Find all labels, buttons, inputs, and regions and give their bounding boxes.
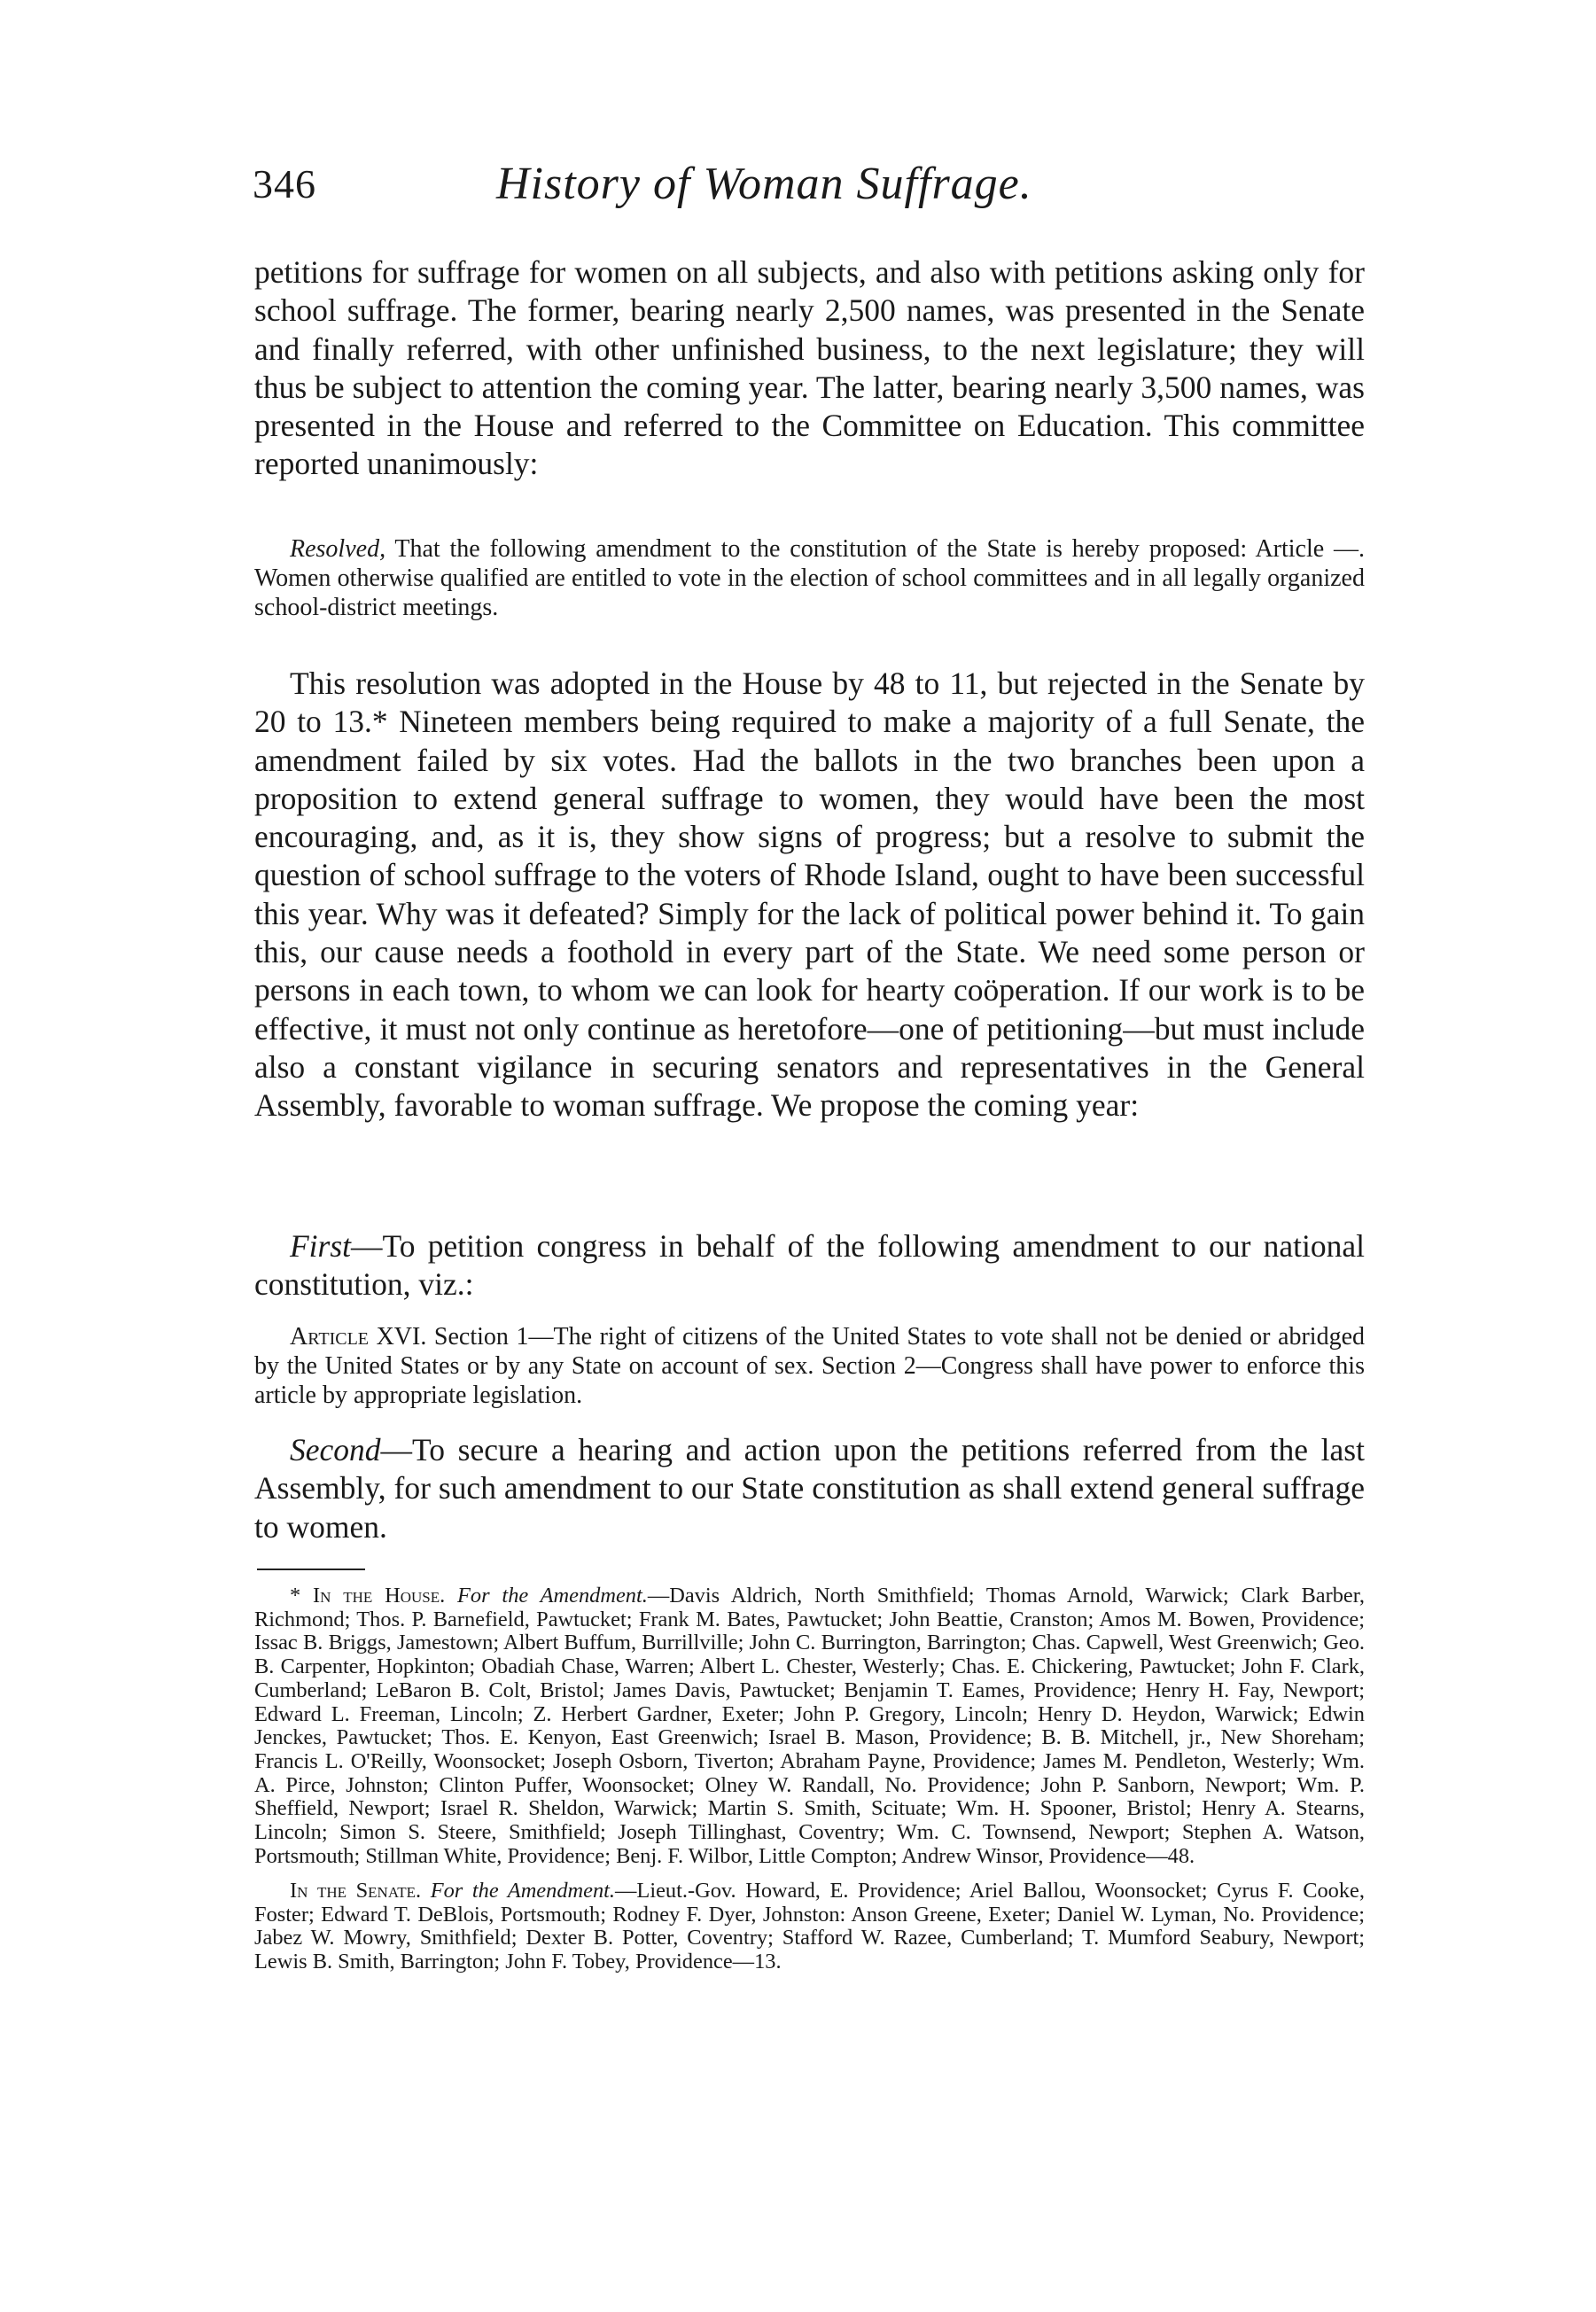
resolved-label: Resolved,: [290, 535, 386, 563]
first-label: First: [290, 1228, 352, 1264]
footnote-house: [254, 1584, 1365, 1868]
house-members: —Davis Aldrich, North Smithfield; Thomas Arnold, Warwick; Clark Barber, Richmond; Thos. P. Barnefield, Pawtucket; Frank M. Bates, Pawtucket; John Beattie, Cranston; Amos M. Bowen, Providence; Issac B. Briggs, Jamestown; Albert Buffum, Burrillville; John C. Burrington, Barrington; Chas. Capwell, West Greenwich; Geo. B. Carpenter, Hopkinton; Obadiah Chase, Warren; Albert L. Chester, Westerly; Chas. E. Chickering, Pawtucket; John F. Clark, Cumberland; LeBaron B. Colt, Bristol; James Davis, Pawtucket; Benjamin T. Eames, Providence; Henry H. Fay, Newport; Edward L. Freeman, Lincoln; Z. Herbert Gardner, Exeter; John P. Gregory, Lincoln; Henry D. Heydon, Warwick; Edwin Jenckes, Pawtucket; Thos. E. Kenyon, East Greenwich; Israel B. Mason, Providence; B. B. Mitchell, jr., New Shoreham; Francis L. O'Reilly, Woonsocket; Joseph Osborn, Tiverton; Abraham Payne, Providence; James M. Pendleton, Westerly; Wm. A. Pirce, Johnston; Clinton Puffer, Woonsocket; Olney W. Randall, No. Providence; John P. Sanborn, Newport; Wm. P. Sheffield, Newport; Israel R. Sheldon, Warwick; Martin S. Smith, Scituate; Wm. H. Spooner, Bristol; Henry A. Stearns, Lincoln; Simon S. Steere, Smithfield; Joseph Tillinghast, Coventry; Wm. C. Townsend, Newport; Stephen A. Watson, Portsmouth; Stillman White, Providence; Benj. F. Wilbor, Little Compton; Andrew Winsor, Providence—48.: [254, 1584, 1365, 1868]
second-label: Second: [290, 1432, 381, 1467]
article-label: Article XVI.: [290, 1323, 427, 1351]
page-number: 346: [253, 161, 316, 206]
senate-sublabel: For the Amendment.: [430, 1879, 616, 1903]
footnote-senate: [254, 1880, 1365, 1974]
running-title: History of Woman Suffrage.: [496, 159, 1032, 209]
paragraph-first: [254, 1227, 1365, 1304]
footnote-divider: [257, 1569, 365, 1570]
running-head: [253, 158, 1374, 220]
paragraph-petitions: petitions for suffrage for women on all subjects, and also with petitions asking only for school suffrage. The former, bearing nearly 2,500 names, was presented in the Senate and finally referred, with other unfinished business, to the next legislature; they will thus be subject to attention the coming year. The latter, bearing nearly 3,500 names, was presented in the House and referred to the Committee on Education. This committee reported unanimously:: [254, 254, 1365, 482]
article-xvi-quote: [254, 1322, 1365, 1410]
paragraph-second: [254, 1431, 1365, 1546]
paragraph-resolution-vote: This resolution was adopted in the House by 48 to 11, but rejected in the Senate by 20 to 13.* Nineteen members being required to make a majority of a full Senate, the amendment failed by six votes. Had the ballots in the two branches been upon a proposition to extend general suffrage to women, they would have been the most encouraging, and, as it is, they show signs of progress; but a resolve to submit the question of school suffrage to the voters of Rhode Island, ought to have been successful this year. Why was it defeated? Simply for the lack of political power behind it. To gain this, our cause needs a foothold in every part of the State. We need some person or persons in each town, to whom we can look for hearty coöperation. If our work is to be effective, it must not only continue as heretofore—one of petitioning—but must include also a constant vigilance in securing senators and representatives in the General Assembly, favorable to woman suffrage. We propose the coming year:: [254, 666, 1365, 1124]
resolution-quote: [254, 534, 1365, 622]
first-text: —To petition congress in behalf of the following amendment to our national constitution, viz.:: [254, 1228, 1365, 1303]
house-sublabel: For the Amendment.: [457, 1584, 648, 1608]
house-label: In the House.: [313, 1584, 446, 1608]
senate-label: In the Senate.: [290, 1879, 422, 1903]
senate-members: —Lieut.-Gov. Howard, E. Providence; Ariel Ballou, Woonsocket; Cyrus F. Cooke, Foster; Edward T. DeBlois, Portsmouth; Rodney F. Dyer, Johnston: Anson Greene, Exeter; Daniel W. Lyman, No. Providence; Jabez W. Mowry, Smithfield; Dexter B. Potter, Coventry; Stafford W. Razee, Cumberland; T. Mumford Seabury, Newport; Lewis B. Smith, Barrington; John F. Tobey, Providence—13.: [254, 1879, 1365, 1974]
second-text: —To secure a hearing and action upon the petitions referred from the last Assembly, for such amendment to our State constitution as shall extend general suffrage to women.: [254, 1432, 1365, 1545]
footnote-marker: *: [290, 1584, 314, 1608]
article-text: Section 1—The right of citizens of the United States to vote shall not be denied or abridged by the United States or by any State on account of sex. Section 2—Congress shall have power to enforce this article by appropriate legislation.: [254, 1323, 1366, 1409]
resolution-text: That the following amendment to the constitution of the State is hereby proposed: Article —. Women otherwise qualified are entitled to vote in the election of school committees and in all legally organized school-district meetings.: [254, 535, 1365, 621]
